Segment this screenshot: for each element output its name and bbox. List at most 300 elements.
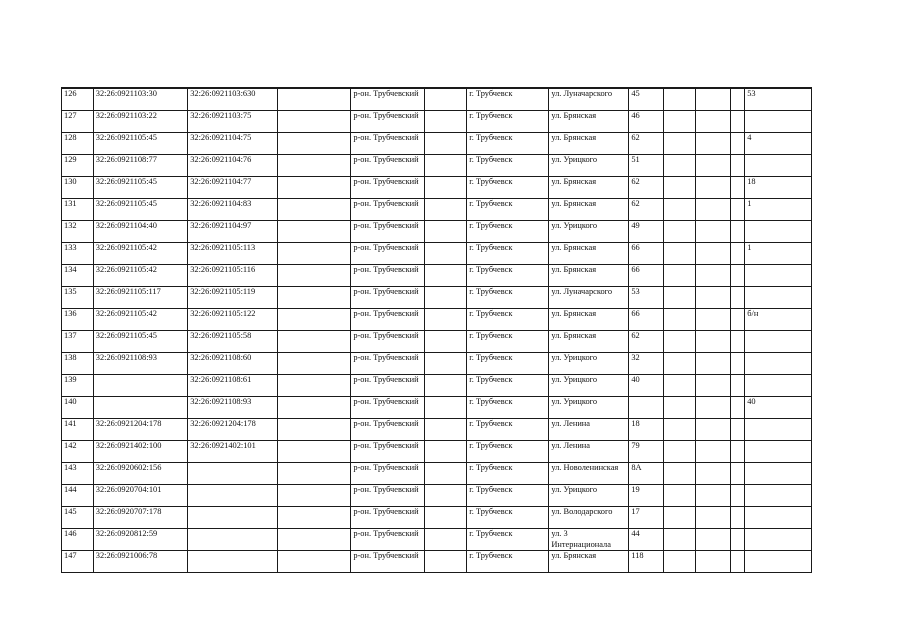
cell-street: ул. Новоленинская: [549, 463, 629, 485]
cell-empty: [425, 199, 467, 221]
cell-street: ул. Урицкого: [549, 353, 629, 375]
cell-street: ул. Урицкого: [549, 221, 629, 243]
cell-cadastral-parcel: 32:26:0921108:77: [93, 155, 187, 177]
cell-cadastral-object: 32:26:0921108:93: [188, 397, 278, 419]
cell-apartment: [745, 463, 812, 485]
cell-empty: [730, 243, 744, 265]
cell-empty: [664, 111, 696, 133]
cell-district: р-он. Трубчевский: [351, 88, 425, 111]
table-row: [62, 419, 812, 441]
cell-cadastral-object: 32:26:0921103:75: [188, 111, 278, 133]
cell-cadastral-parcel: 32:26:0921105:45: [93, 199, 187, 221]
cell-empty: [664, 463, 696, 485]
cell-district: р-он. Трубчевский: [351, 507, 425, 529]
cell-row-number: 128: [62, 133, 94, 155]
cell-cadastral-object: 32:26:0921108:60: [188, 353, 278, 375]
table-row: [62, 243, 812, 265]
cell-empty: [425, 287, 467, 309]
cell-empty: [278, 88, 351, 111]
cell-cadastral-parcel: [93, 375, 187, 397]
cell-street: ул. Брянская: [549, 199, 629, 221]
cell-cadastral-object: 32:26:0921104:75: [188, 133, 278, 155]
cell-row-number: 141: [62, 419, 94, 441]
cell-empty: [696, 375, 731, 397]
cell-district: р-он. Трубчевский: [351, 331, 425, 353]
cell-row-number: 146: [62, 529, 94, 551]
table-row: [62, 111, 812, 133]
cell-row-number: 143: [62, 463, 94, 485]
cell-row-number: 127: [62, 111, 94, 133]
cell-apartment: [745, 287, 812, 309]
cell-empty: [664, 507, 696, 529]
cell-empty: [425, 133, 467, 155]
table-row: [62, 375, 812, 397]
cell-street: ул. Луначарского: [549, 88, 629, 111]
cell-empty: [425, 221, 467, 243]
cell-house-number: 53: [629, 287, 664, 309]
cell-apartment: [745, 221, 812, 243]
cell-district: р-он. Трубчевский: [351, 177, 425, 199]
cell-city: г. Трубчевск: [467, 353, 549, 375]
cell-row-number: 142: [62, 441, 94, 463]
cell-cadastral-parcel: 32:26:0920602:156: [93, 463, 187, 485]
cell-city: г. Трубчевск: [467, 265, 549, 287]
cell-empty: [696, 265, 731, 287]
table-row: [62, 155, 812, 177]
cell-empty: [730, 353, 744, 375]
cell-empty: [696, 551, 731, 573]
cell-district: р-он. Трубчевский: [351, 375, 425, 397]
cell-cadastral-parcel: 32:26:0921402:100: [93, 441, 187, 463]
cell-empty: [696, 485, 731, 507]
cell-empty: [730, 375, 744, 397]
cell-apartment: [745, 441, 812, 463]
cell-cadastral-parcel: 32:26:0921104:40: [93, 221, 187, 243]
cell-empty: [730, 221, 744, 243]
cell-district: р-он. Трубчевский: [351, 287, 425, 309]
cell-apartment: б/н: [745, 309, 812, 331]
cell-cadastral-parcel: 32:26:0921105:42: [93, 265, 187, 287]
cell-empty: [696, 507, 731, 529]
cell-empty: [425, 88, 467, 111]
cell-empty: [696, 309, 731, 331]
cell-empty: [664, 243, 696, 265]
cell-empty: [730, 397, 744, 419]
cell-empty: [664, 199, 696, 221]
cell-district: р-он. Трубчевский: [351, 243, 425, 265]
table-row: [62, 353, 812, 375]
cell-apartment: [745, 551, 812, 573]
table-row: [62, 199, 812, 221]
cell-cadastral-object: 32:26:0921108:61: [188, 375, 278, 397]
cell-street: ул. Урицкого: [549, 485, 629, 507]
cell-row-number: 131: [62, 199, 94, 221]
cell-empty: [278, 529, 351, 551]
cell-street: ул. Брянская: [549, 331, 629, 353]
cell-district: р-он. Трубчевский: [351, 397, 425, 419]
cell-empty: [278, 155, 351, 177]
cell-cadastral-object: 32:26:0921104:83: [188, 199, 278, 221]
cell-empty: [696, 133, 731, 155]
cell-apartment: [745, 507, 812, 529]
cell-empty: [664, 287, 696, 309]
cell-city: г. Трубчевск: [467, 529, 549, 551]
cell-cadastral-parcel: 32:26:0921006:78: [93, 551, 187, 573]
cell-row-number: 129: [62, 155, 94, 177]
cell-cadastral-parcel: [93, 397, 187, 419]
cell-city: г. Трубчевск: [467, 309, 549, 331]
cell-empty: [278, 441, 351, 463]
cell-empty: [278, 419, 351, 441]
cell-street: ул. Брянская: [549, 133, 629, 155]
cell-empty: [278, 133, 351, 155]
cell-empty: [664, 397, 696, 419]
cell-house-number: 51: [629, 155, 664, 177]
cell-row-number: 134: [62, 265, 94, 287]
cell-house-number: 19: [629, 485, 664, 507]
cell-empty: [664, 265, 696, 287]
cell-empty: [730, 199, 744, 221]
cell-empty: [425, 265, 467, 287]
cell-apartment: 53: [745, 88, 812, 111]
cell-street: ул. Брянская: [549, 177, 629, 199]
table-row: [62, 485, 812, 507]
cell-city: г. Трубчевск: [467, 111, 549, 133]
cell-empty: [664, 353, 696, 375]
table-row: [62, 551, 812, 573]
cell-row-number: 132: [62, 221, 94, 243]
cell-apartment: 18: [745, 177, 812, 199]
cell-empty: [664, 375, 696, 397]
cell-empty: [730, 265, 744, 287]
cell-empty: [425, 155, 467, 177]
cell-empty: [664, 155, 696, 177]
cell-house-number: 32: [629, 353, 664, 375]
cell-empty: [425, 529, 467, 551]
table-row: [62, 287, 812, 309]
cell-empty: [425, 353, 467, 375]
cell-empty: [664, 485, 696, 507]
cell-cadastral-object: [188, 551, 278, 573]
cell-empty: [425, 463, 467, 485]
cell-empty: [278, 309, 351, 331]
cell-cadastral-object: [188, 529, 278, 551]
cell-empty: [696, 529, 731, 551]
cell-empty: [730, 155, 744, 177]
cell-empty: [730, 551, 744, 573]
registry-rows: [62, 88, 812, 573]
cell-house-number: 62: [629, 177, 664, 199]
cell-district: р-он. Трубчевский: [351, 353, 425, 375]
cell-empty: [278, 199, 351, 221]
cell-house-number: 46: [629, 111, 664, 133]
cell-cadastral-parcel: 32:26:0921105:42: [93, 309, 187, 331]
cell-empty: [696, 155, 731, 177]
cell-cadastral-parcel: 32:26:0920704:101: [93, 485, 187, 507]
cell-empty: [696, 199, 731, 221]
cell-empty: [425, 331, 467, 353]
cell-row-number: 137: [62, 331, 94, 353]
cell-empty: [278, 463, 351, 485]
cell-cadastral-object: [188, 507, 278, 529]
cell-empty: [425, 309, 467, 331]
cell-street: ул. Володарского: [549, 507, 629, 529]
cell-empty: [425, 485, 467, 507]
cell-empty: [664, 331, 696, 353]
cell-house-number: 66: [629, 243, 664, 265]
cell-city: г. Трубчевск: [467, 88, 549, 111]
cell-city: г. Трубчевск: [467, 507, 549, 529]
cell-house-number: 40: [629, 375, 664, 397]
cell-apartment: [745, 265, 812, 287]
cell-district: р-он. Трубчевский: [351, 551, 425, 573]
cell-cadastral-object: 32:26:0921104:97: [188, 221, 278, 243]
cell-cadastral-object: 32:26:0921104:76: [188, 155, 278, 177]
cell-district: р-он. Трубчевский: [351, 133, 425, 155]
cell-house-number: 45: [629, 88, 664, 111]
cell-city: г. Трубчевск: [467, 551, 549, 573]
cell-cadastral-object: [188, 463, 278, 485]
cell-empty: [664, 441, 696, 463]
cell-cadastral-parcel: 32:26:0921103:22: [93, 111, 187, 133]
cell-district: р-он. Трубчевский: [351, 265, 425, 287]
cell-apartment: [745, 155, 812, 177]
cell-cadastral-parcel: 32:26:0921204:178: [93, 419, 187, 441]
table-row: [62, 397, 812, 419]
table-row: [62, 309, 812, 331]
cell-cadastral-parcel: 32:26:0921105:42: [93, 243, 187, 265]
cell-cadastral-object: 32:26:0921105:116: [188, 265, 278, 287]
cell-empty: [730, 309, 744, 331]
cell-empty: [278, 375, 351, 397]
cell-city: г. Трубчевск: [467, 397, 549, 419]
cell-empty: [696, 331, 731, 353]
cell-empty: [696, 353, 731, 375]
cell-cadastral-parcel: 32:26:0921105:45: [93, 331, 187, 353]
cell-empty: [664, 529, 696, 551]
cell-empty: [278, 177, 351, 199]
cell-house-number: 49: [629, 221, 664, 243]
cell-row-number: 135: [62, 287, 94, 309]
cell-apartment: 4: [745, 133, 812, 155]
cell-empty: [425, 507, 467, 529]
cell-cadastral-object: [188, 485, 278, 507]
cell-street: ул. Ленина: [549, 419, 629, 441]
table-row: [62, 441, 812, 463]
cell-row-number: 133: [62, 243, 94, 265]
property-registry-table: [61, 87, 812, 573]
cell-street: ул. Брянская: [549, 243, 629, 265]
cell-cadastral-parcel: 32:26:0921105:45: [93, 133, 187, 155]
cell-cadastral-parcel: 32:26:0921103:30: [93, 88, 187, 111]
cell-city: г. Трубчевск: [467, 155, 549, 177]
cell-empty: [278, 397, 351, 419]
cell-empty: [664, 221, 696, 243]
cell-cadastral-object: 32:26:0921103:630: [188, 88, 278, 111]
table-row: [62, 221, 812, 243]
cell-apartment: [745, 419, 812, 441]
table-row: [62, 463, 812, 485]
cell-empty: [278, 551, 351, 573]
cell-row-number: 130: [62, 177, 94, 199]
cell-empty: [425, 177, 467, 199]
cell-empty: [425, 111, 467, 133]
cell-street: ул. Луначарского: [549, 287, 629, 309]
cell-district: р-он. Трубчевский: [351, 111, 425, 133]
cell-city: г. Трубчевск: [467, 243, 549, 265]
cell-house-number: [629, 397, 664, 419]
cell-empty: [696, 287, 731, 309]
cell-street: ул. Брянская: [549, 551, 629, 573]
cell-house-number: 118: [629, 551, 664, 573]
cell-district: р-он. Трубчевский: [351, 221, 425, 243]
table-row: [62, 529, 812, 551]
cell-city: г. Трубчевск: [467, 287, 549, 309]
cell-empty: [730, 133, 744, 155]
cell-empty: [696, 243, 731, 265]
cell-empty: [278, 331, 351, 353]
cell-apartment: [745, 353, 812, 375]
cell-cadastral-parcel: 32:26:0920812:59: [93, 529, 187, 551]
cell-empty: [696, 221, 731, 243]
table-row: [62, 265, 812, 287]
cell-house-number: 62: [629, 331, 664, 353]
cell-empty: [664, 551, 696, 573]
cell-house-number: 18: [629, 419, 664, 441]
cell-empty: [664, 133, 696, 155]
cell-cadastral-parcel: 32:26:0921105:117: [93, 287, 187, 309]
cell-city: г. Трубчевск: [467, 221, 549, 243]
cell-empty: [730, 419, 744, 441]
cell-cadastral-parcel: 32:26:0921105:45: [93, 177, 187, 199]
cell-cadastral-parcel: 32:26:0921108:93: [93, 353, 187, 375]
cell-apartment: [745, 485, 812, 507]
cell-empty: [278, 287, 351, 309]
cell-apartment: [745, 111, 812, 133]
cell-row-number: 145: [62, 507, 94, 529]
cell-city: г. Трубчевск: [467, 331, 549, 353]
cell-empty: [278, 221, 351, 243]
cell-street: ул. Брянская: [549, 265, 629, 287]
cell-house-number: 62: [629, 199, 664, 221]
cell-district: р-он. Трубчевский: [351, 309, 425, 331]
cell-empty: [664, 419, 696, 441]
cell-row-number: 126: [62, 88, 94, 111]
cell-empty: [278, 485, 351, 507]
cell-cadastral-object: 32:26:0921105:122: [188, 309, 278, 331]
cell-empty: [425, 441, 467, 463]
cell-empty: [730, 111, 744, 133]
cell-cadastral-object: 32:26:0921105:113: [188, 243, 278, 265]
cell-empty: [730, 177, 744, 199]
cell-district: р-он. Трубчевский: [351, 199, 425, 221]
cell-empty: [278, 265, 351, 287]
cell-empty: [730, 441, 744, 463]
cell-empty: [696, 397, 731, 419]
cell-empty: [696, 177, 731, 199]
cell-house-number: 44: [629, 529, 664, 551]
cell-apartment: 40: [745, 397, 812, 419]
cell-house-number: 17: [629, 507, 664, 529]
cell-empty: [425, 419, 467, 441]
cell-street: ул. Урицкого: [549, 375, 629, 397]
cell-apartment: [745, 331, 812, 353]
cell-cadastral-object: 32:26:0921104:77: [188, 177, 278, 199]
cell-district: р-он. Трубчевский: [351, 419, 425, 441]
cell-empty: [278, 353, 351, 375]
table-row: [62, 507, 812, 529]
cell-empty: [730, 88, 744, 111]
cell-empty: [425, 375, 467, 397]
table-row: [62, 331, 812, 353]
cell-district: р-он. Трубчевский: [351, 441, 425, 463]
cell-row-number: 139: [62, 375, 94, 397]
cell-house-number: 66: [629, 309, 664, 331]
cell-cadastral-object: 32:26:0921204:178: [188, 419, 278, 441]
table-row: [62, 133, 812, 155]
table-row: [62, 88, 812, 111]
cell-empty: [696, 441, 731, 463]
cell-city: г. Трубчевск: [467, 133, 549, 155]
cell-apartment: [745, 529, 812, 551]
table-row: [62, 177, 812, 199]
cell-district: р-он. Трубчевский: [351, 529, 425, 551]
cell-city: г. Трубчевск: [467, 485, 549, 507]
cell-district: р-он. Трубчевский: [351, 155, 425, 177]
cell-district: р-он. Трубчевский: [351, 485, 425, 507]
cell-street: ул. Брянская: [549, 309, 629, 331]
cell-street: ул. Ленина: [549, 441, 629, 463]
cell-empty: [664, 88, 696, 111]
cell-empty: [730, 331, 744, 353]
cell-city: г. Трубчевск: [467, 177, 549, 199]
cell-empty: [696, 111, 731, 133]
cell-house-number: 62: [629, 133, 664, 155]
cell-apartment: 1: [745, 243, 812, 265]
cell-empty: [696, 88, 731, 111]
cell-empty: [278, 507, 351, 529]
cell-row-number: 138: [62, 353, 94, 375]
cell-street: ул. Урицкого: [549, 397, 629, 419]
cell-empty: [278, 243, 351, 265]
cell-cadastral-object: 32:26:0921105:119: [188, 287, 278, 309]
cell-empty: [730, 287, 744, 309]
cell-cadastral-parcel: 32:26:0920707:178: [93, 507, 187, 529]
cell-city: г. Трубчевск: [467, 199, 549, 221]
cell-empty: [696, 419, 731, 441]
cell-empty: [664, 177, 696, 199]
cell-street: ул. Брянская: [549, 111, 629, 133]
cell-row-number: 140: [62, 397, 94, 419]
cell-cadastral-object: 32:26:0921402:101: [188, 441, 278, 463]
cell-empty: [425, 551, 467, 573]
cell-city: г. Трубчевск: [467, 375, 549, 397]
cell-empty: [730, 507, 744, 529]
cell-empty: [278, 111, 351, 133]
cell-empty: [730, 529, 744, 551]
cell-empty: [696, 463, 731, 485]
cell-empty: [425, 243, 467, 265]
cell-house-number: 79: [629, 441, 664, 463]
cell-empty: [425, 397, 467, 419]
cell-street: ул. 3 Интернационала: [549, 529, 629, 551]
cell-district: р-он. Трубчевский: [351, 463, 425, 485]
cell-row-number: 144: [62, 485, 94, 507]
cell-house-number: 8А: [629, 463, 664, 485]
cell-row-number: 147: [62, 551, 94, 573]
cell-city: г. Трубчевск: [467, 419, 549, 441]
cell-apartment: 1: [745, 199, 812, 221]
